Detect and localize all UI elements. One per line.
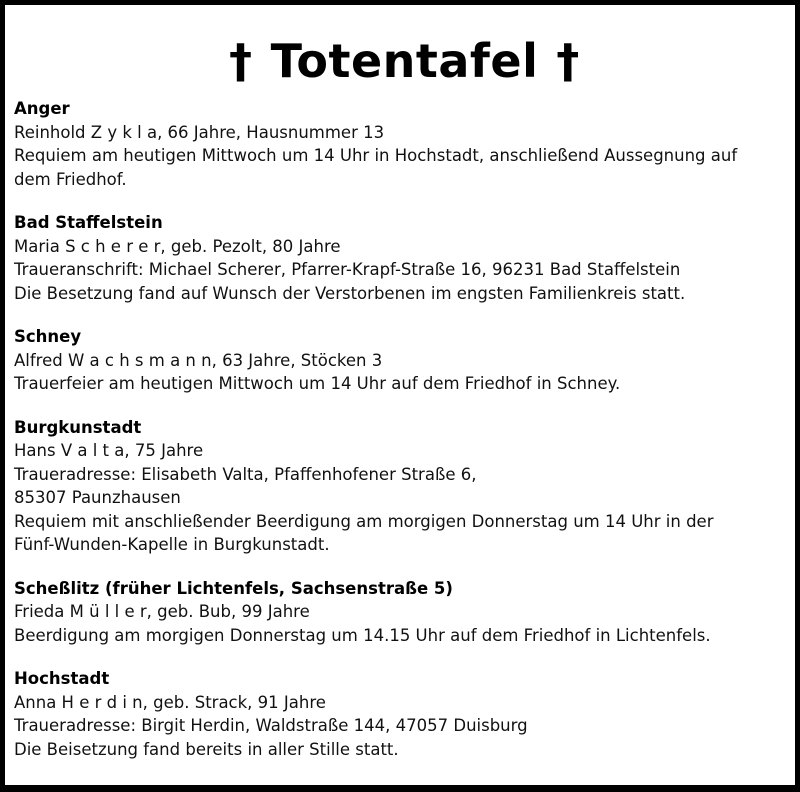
entry-place: Anger (14, 99, 70, 118)
obituary-notice (5, 5, 795, 785)
title-text: Totentafel (270, 34, 539, 88)
obituary-entry (14, 325, 795, 396)
entry-place: Burgkunstadt (14, 417, 142, 437)
entry-detail: Die Besetzung fand auf Wunsch der Verstorbenen im engsten Familienkreis statt. (14, 283, 686, 303)
entries-list (14, 97, 795, 761)
entry-name: Alfred W a c h s m a n n, 63 Jahre, Stöcken 3 (14, 350, 383, 370)
entry-detail: Requiem am heutigen Mittwoch um 14 Uhr in Hochstadt, anschließend Aussegnung auf (14, 146, 738, 165)
entry-place: Schney (14, 327, 82, 346)
entry-name: Frieda M ü l l e r, geb. Bub, 99 Jahre (14, 602, 310, 621)
cross-icon: † (556, 34, 580, 88)
entry-name: Anna H e r d i n, geb. Strack, 91 Jahre (14, 692, 326, 712)
entry-detail: Traueradresse: Birgit Herdin, Waldstraße 144, 47057 Duisburg (14, 716, 528, 735)
entry-detail: Fünf-Wunden-Kapelle in Burgkunstadt. (14, 535, 330, 554)
obituary-entry (14, 416, 795, 557)
obituary-entry (14, 667, 795, 761)
entry-place: Scheßlitz (früher Lichtenfels, Sachsenstraße 5) (14, 578, 453, 598)
entry-name: Reinhold Z y k l a, 66 Jahre, Hausnummer 13 (14, 122, 385, 142)
obituary-entry (14, 211, 795, 305)
obituary-entry (14, 577, 795, 648)
entry-detail: Die Beisetzung fand bereits in aller Stille statt. (14, 739, 399, 759)
entry-detail: Traueradresse: Elisabeth Valta, Pfaffenhofener Straße 6, (14, 464, 477, 484)
entry-name: Maria S c h e r e r, geb. Pezolt, 80 Jahre (14, 236, 341, 256)
entry-detail: Trauerfeier am heutigen Mittwoch um 14 Uhr auf dem Friedhof in Schney. (14, 374, 621, 393)
entry-place: Hochstadt (14, 669, 110, 688)
entry-detail: Requiem mit anschließender Beerdigung am morgigen Donnerstag um 14 Uhr in der (14, 511, 714, 531)
entry-detail: dem Friedhof. (14, 169, 127, 189)
cross-icon: † (229, 34, 253, 88)
entry-detail: Traueranschrift: Michael Scherer, Pfarrer-Krapf-Straße 16, 96231 Bad Staffelstein (14, 260, 681, 279)
entry-name: Hans V a l t a, 75 Jahre (14, 441, 204, 460)
page-title (14, 5, 795, 97)
obituary-entry (14, 97, 795, 191)
entry-detail: Beerdigung am morgigen Donnerstag um 14.15 Uhr auf dem Friedhof in Lichtenfels. (14, 625, 711, 645)
entry-place: Bad Staffelstein (14, 213, 163, 232)
entry-detail: 85307 Paunzhausen (14, 488, 181, 507)
